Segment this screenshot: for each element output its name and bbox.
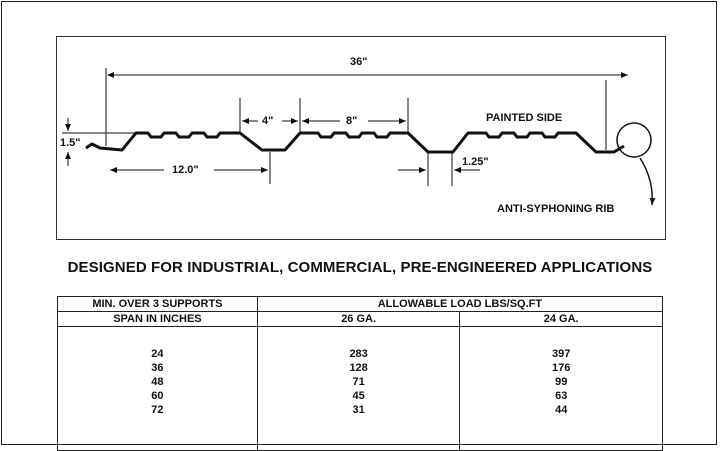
applications-headline: DESIGNED FOR INDUSTRIAL, COMMERCIAL, PRE-ENGINEERED APPLICATIONS xyxy=(67,259,653,276)
ga26-values-column xyxy=(257,327,460,451)
ga26-value: 283 xyxy=(349,348,368,360)
anti-syphoning-rib-label: ANTI-SYPHONING RIB xyxy=(497,203,615,215)
header-allowable-load: ALLOWABLE LOAD LBS/SQ.FT xyxy=(257,297,662,312)
header-24-ga: 24 GA. xyxy=(460,312,663,327)
dim-8-label: 8" xyxy=(346,115,358,127)
ga26-value: 128 xyxy=(349,362,368,374)
dim-36-label: 36" xyxy=(350,56,368,68)
table-header-row-1 xyxy=(58,297,663,312)
header-min-supports: MIN. OVER 3 SUPPORTS xyxy=(58,297,258,312)
anti-syphoning-rib-circle xyxy=(617,123,651,157)
anti-syphoning-rib-leader xyxy=(640,158,652,205)
allowable-load-table xyxy=(57,296,663,451)
dim-125-label: 1.25" xyxy=(462,156,489,168)
painted-side-label: PAINTED SIDE xyxy=(486,112,563,124)
span-values-column xyxy=(58,327,258,451)
ga24-values-column xyxy=(460,327,663,451)
ga26-value: 31 xyxy=(352,404,365,416)
ga24-value: 44 xyxy=(555,404,568,416)
span-value: 72 xyxy=(151,404,164,416)
table-values-row xyxy=(58,327,663,451)
span-value: 60 xyxy=(151,390,164,402)
panel-profile-line xyxy=(86,133,624,152)
ga24-value: 99 xyxy=(555,376,568,388)
span-value: 24 xyxy=(151,348,164,360)
ga26-value: 45 xyxy=(352,390,365,402)
table-header-row-2 xyxy=(58,312,663,327)
ga24-value: 63 xyxy=(555,390,568,402)
ga24-value: 397 xyxy=(552,348,571,360)
ga24-value: 176 xyxy=(552,362,571,374)
dim-15-label: 1.5" xyxy=(60,137,81,149)
ga26-value: 71 xyxy=(352,376,365,388)
header-span-inches: SPAN IN INCHES xyxy=(58,312,258,327)
span-value: 36 xyxy=(151,362,164,374)
dim-12-label: 12.0" xyxy=(172,164,199,176)
span-value: 48 xyxy=(151,376,164,388)
dim-4-label: 4" xyxy=(262,115,274,127)
header-26-ga: 26 GA. xyxy=(257,312,460,327)
